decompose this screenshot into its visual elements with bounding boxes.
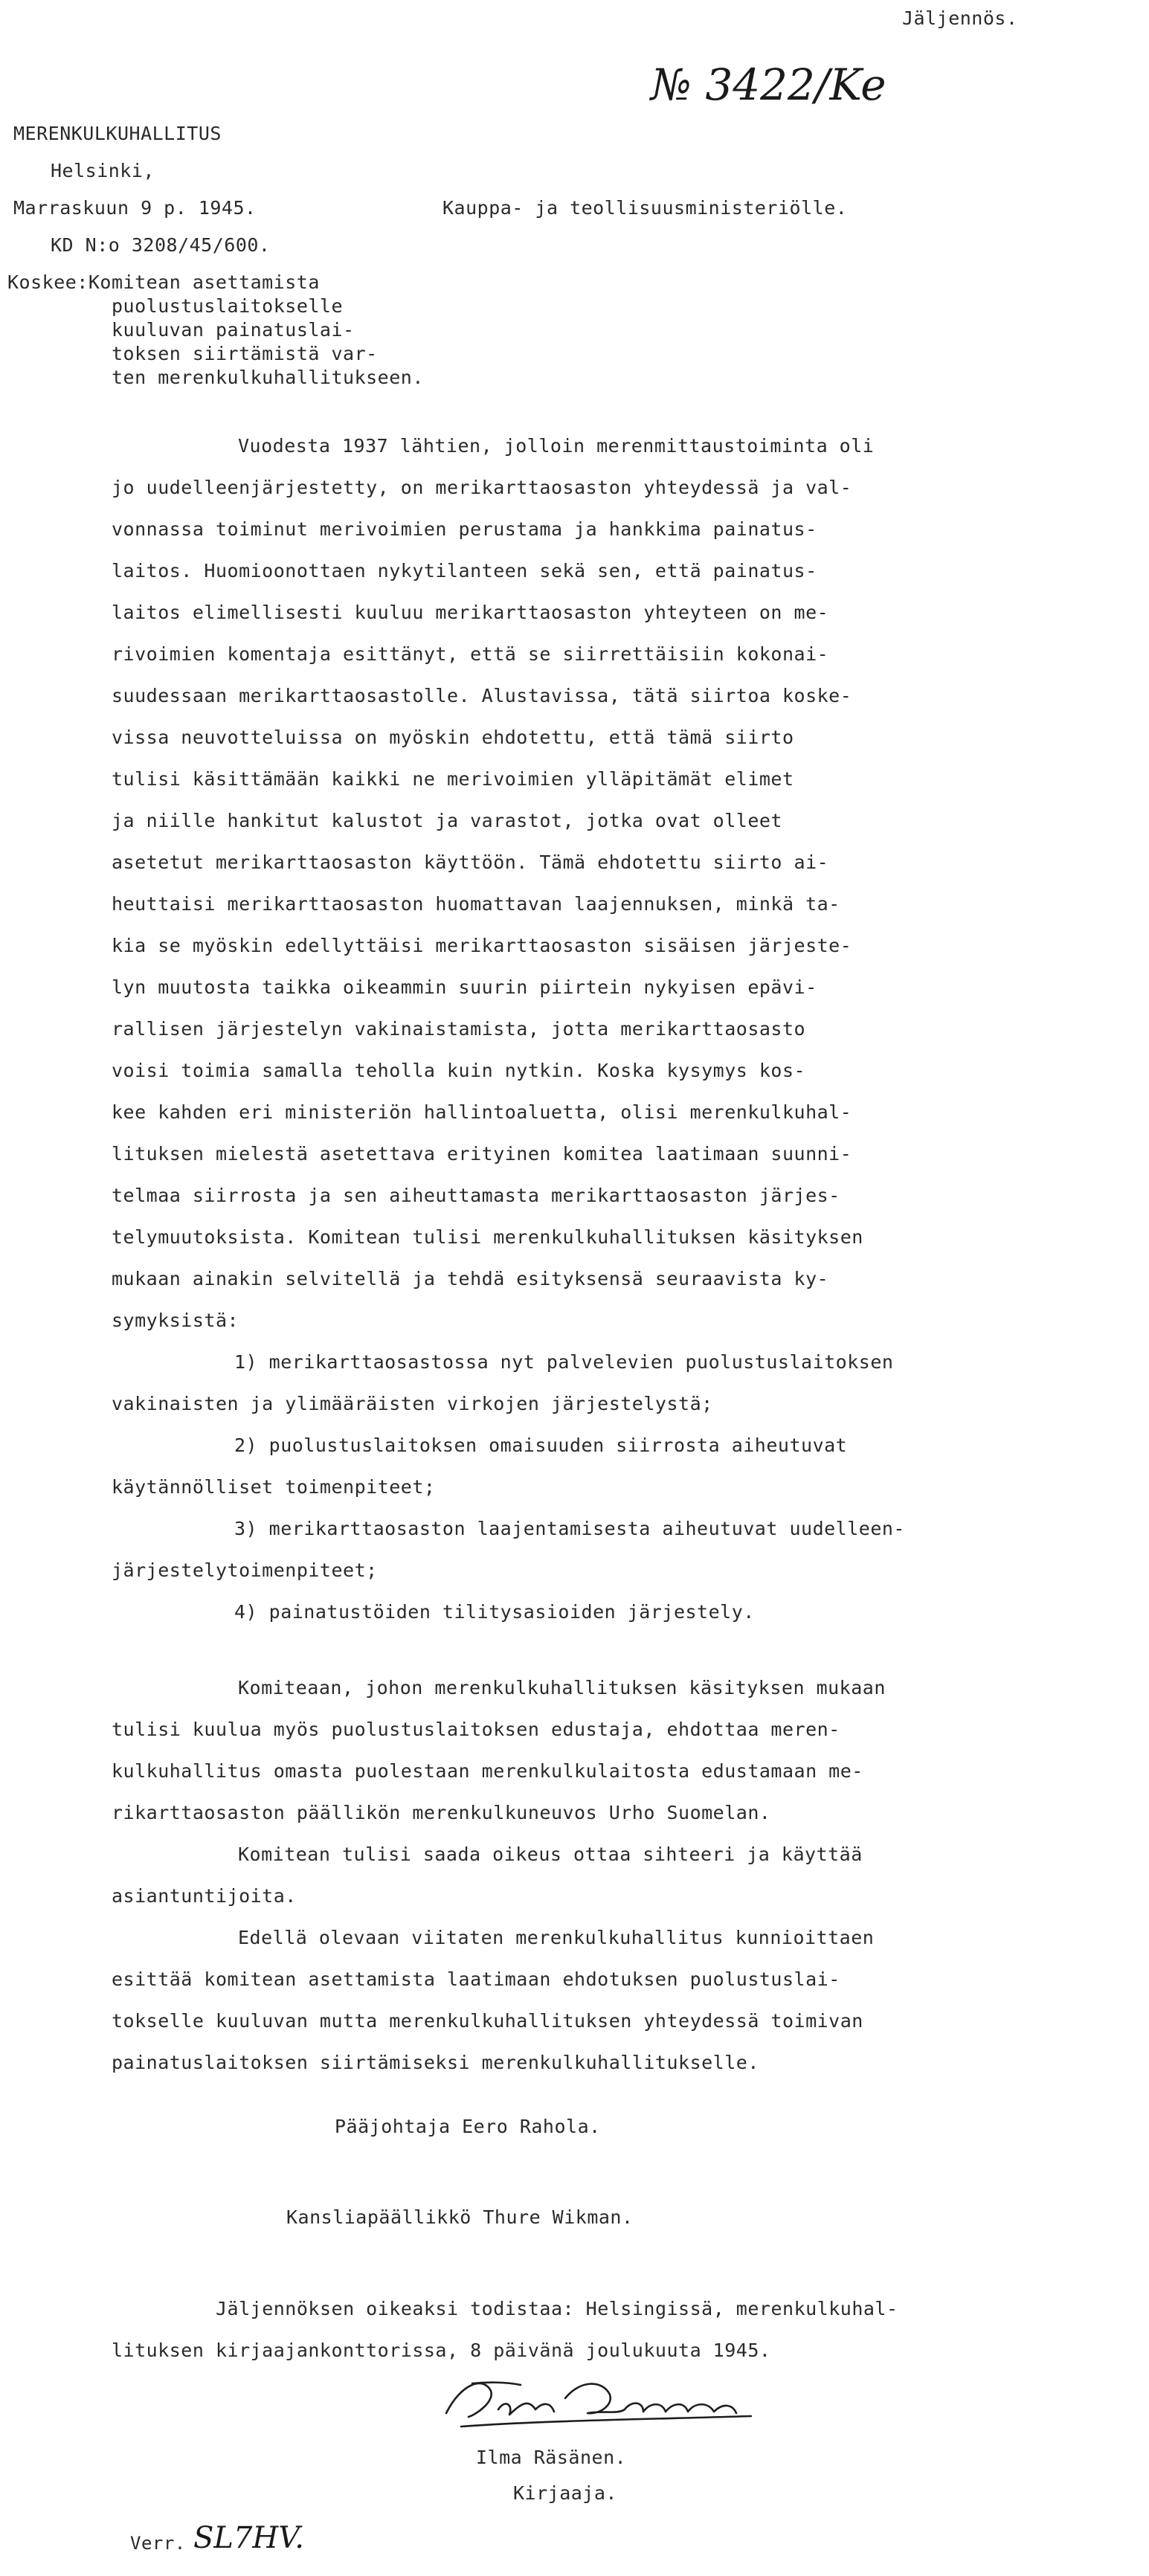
subject-line: toksen siirtämistä var- xyxy=(112,343,378,364)
copy-mark: Jäljennös. xyxy=(902,7,1018,29)
certifier-title: Kirjaaja. xyxy=(513,2482,617,2504)
text-line: rivoimien komentaja esittänyt, että se siirrettäisiin kokonai- xyxy=(112,643,829,665)
text-line: telmaa siirrosta ja sen aiheuttamasta merikarttaosaston järjes- xyxy=(112,1185,840,1206)
text-line: Edellä olevaan viitaten merenkulkuhallitus kunnioittaen xyxy=(238,1927,875,1948)
text-line: suudessaan merikarttaosastolle. Alustavissa, tätä siirtoa koske- xyxy=(112,685,852,706)
letter-date: Marraskuun 9 p. 1945. xyxy=(13,197,257,219)
text-line: kulkuhallitus omasta puolestaan merenkulkulaitosta edustamaan me- xyxy=(112,1760,863,1782)
text-line: rikarttaosaston päällikön merenkulkuneuvos Urho Suomelan. xyxy=(112,1802,771,1823)
text-line: vonnassa toiminut merivoimien perustama ja hankkima painatus- xyxy=(112,518,817,540)
recipient: Kauppa- ja teollisuusministeriölle. xyxy=(442,197,848,219)
handwritten-signature xyxy=(431,2369,759,2435)
text-line: laitos elimellisesti kuuluu merikarttaosaston yhteyteen on me- xyxy=(112,602,829,623)
director-signature-line: Pääjohtaja Eero Rahola. xyxy=(335,2116,601,2137)
list-item: 4) painatustöiden tilitysasioiden järjestely. xyxy=(234,1601,755,1623)
text-line: asetetut merikarttaosaston käyttöön. Tämä ehdotettu siirto ai- xyxy=(112,851,829,873)
text-line: rallisen järjestelyn vakinaistamista, jotta merikarttaosasto xyxy=(112,1018,806,1040)
list-item-continuation: vakinaisten ja ylimääräisten virkojen järjestelystä; xyxy=(112,1393,713,1414)
text-line: voisi toimia samalla teholla kuin nytkin. Koska kysymys kos- xyxy=(112,1060,806,1081)
text-line: esittää komitean asettamista laatimaan ehdotuksen puolustuslai- xyxy=(112,1968,840,1990)
text-line: tulisi käsittämään kaikki ne merivoimien ylläpitämät elimet xyxy=(112,768,794,790)
text-line: Komitean tulisi saada oikeus ottaa sihteeri ja käyttää xyxy=(238,1844,863,1865)
list-item-continuation: järjestelytoimenpiteet; xyxy=(112,1559,378,1581)
text-line: Vuodesta 1937 lähtien, jolloin merenmittaustoiminta oli xyxy=(238,435,875,457)
text-line: laitos. Huomioonottaen nykytilanteen sekä sen, että painatus- xyxy=(112,560,817,582)
list-item-continuation: käytännölliset toimenpiteet; xyxy=(112,1476,436,1498)
subject-line: Koskee:Komitean asettamista xyxy=(7,271,320,293)
text-line: heuttaisi merikarttaosaston huomattavan laajennuksen, minkä ta- xyxy=(112,893,840,915)
list-item: 3) merikarttaosaston laajentamisesta aiheutuvat uudelleen- xyxy=(234,1518,905,1539)
text-line: jo uudelleenjärjestetty, on merikarttaosaston yhteydessä ja val- xyxy=(112,477,852,498)
certifier-name: Ilma Räsänen. xyxy=(476,2447,627,2468)
text-line: telymuutoksista. Komitean tulisi merenkulkuhallituksen käsityksen xyxy=(112,1226,863,1248)
subject-line: puolustuslaitokselle xyxy=(112,295,344,317)
text-line: Komiteaan, johon merenkulkuhallituksen käsityksen mukaan xyxy=(238,1677,886,1698)
verification-handwritten-initials: SL7HV. xyxy=(193,2521,304,2555)
text-line: asiantuntijoita. xyxy=(112,1885,297,1907)
subject-line: kuuluvan painatuslai- xyxy=(112,319,355,341)
text-line: kee kahden eri ministeriön hallintoaluetta, olisi merenkulkuhal- xyxy=(112,1101,852,1123)
text-line: kia se myöskin edellyttäisi merikarttaosaston sisäisen järjeste- xyxy=(112,935,852,956)
certification-line: Jäljennöksen oikeaksi todistaa: Helsingissä, merenkulkuhal- xyxy=(216,2298,898,2319)
certification-line: lituksen kirjaajankonttorissa, 8 päivänä joulukuuta 1945. xyxy=(112,2340,771,2361)
text-line: ja niille hankitut kalustot ja varastot, jotka ovat olleet xyxy=(112,810,782,831)
sender-organization: MERENKULKUHALLITUS xyxy=(13,123,222,144)
head-of-office-signature-line: Kansliapäällikkö Thure Wikman. xyxy=(286,2206,634,2228)
text-line: tokselle kuuluvan mutta merenkulkuhallituksen yhteydessä toimivan xyxy=(112,2010,863,2032)
list-item: 1) merikarttaosastossa nyt palvelevien puolustuslaitoksen xyxy=(234,1351,894,1373)
sender-city: Helsinki, xyxy=(51,160,155,181)
list-item: 2) puolustuslaitoksen omaisuuden siirrosta aiheutuvat xyxy=(234,1434,848,1456)
verification-label: Verr. xyxy=(130,2533,186,2554)
text-line: painatuslaitoksen siirtämiseksi merenkulkuhallitukselle. xyxy=(112,2052,759,2073)
text-line: symyksistä: xyxy=(112,1310,239,1331)
text-line: mukaan ainakin selvitellä ja tehdä esityksensä seuraavista ky- xyxy=(112,1268,829,1289)
text-line: tulisi kuulua myös puolustuslaitoksen edustaja, ehdottaa meren- xyxy=(112,1719,840,1740)
subject-line: ten merenkulkuhallitukseen. xyxy=(112,367,424,388)
signature-strokes xyxy=(431,2369,759,2435)
text-line: vissa neuvotteluissa on myöskin ehdotettu, että tämä siirto xyxy=(112,727,794,748)
text-line: lituksen mielestä asetettava erityinen komitea laatimaan suunni- xyxy=(112,1143,852,1165)
text-line: lyn muutosta taikka oikeammin suurin piirtein nykyisen epävi- xyxy=(112,976,817,998)
handwritten-reference-number: № 3422/Ke xyxy=(651,59,886,110)
reference-number: KD N:o 3208/45/600. xyxy=(51,234,271,256)
